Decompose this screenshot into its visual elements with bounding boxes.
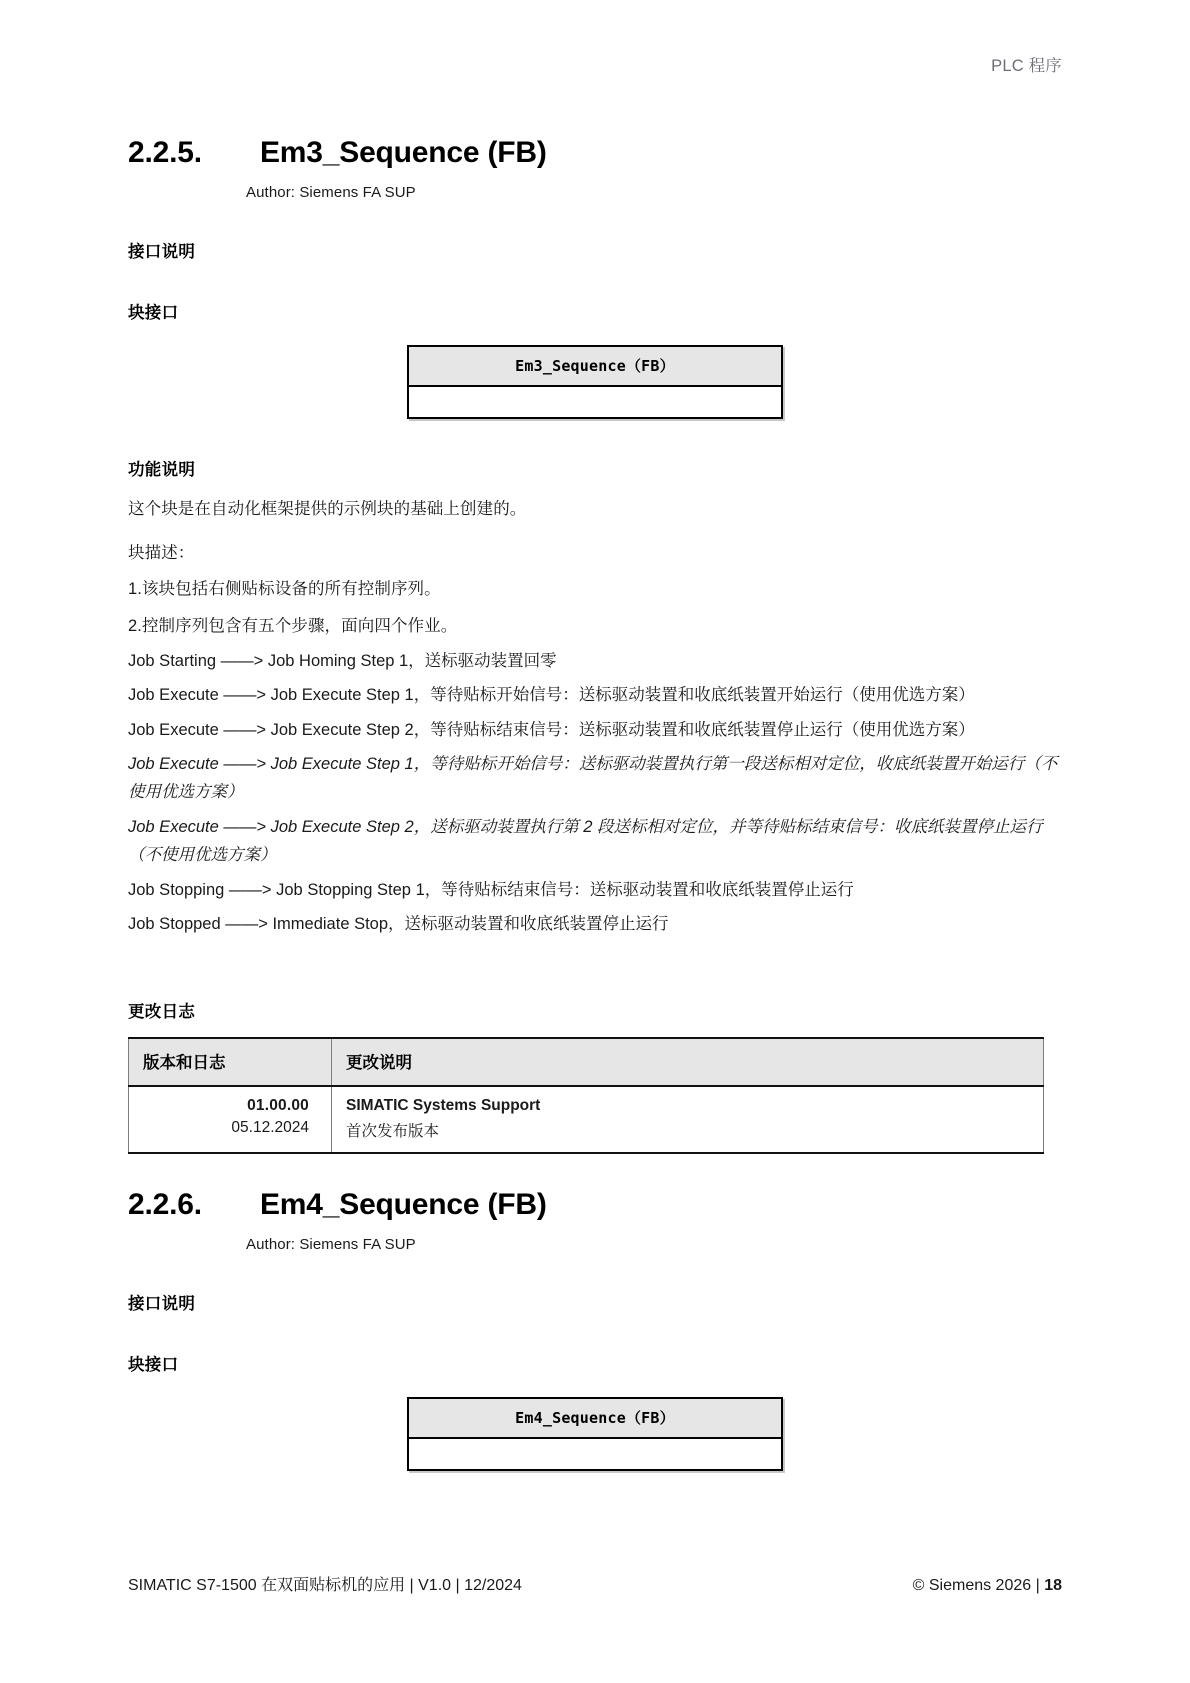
block-box-body <box>409 387 781 417</box>
section-title: Em3_Sequence (FB) <box>260 136 547 169</box>
section-number: 2.2.6. <box>128 1188 202 1222</box>
section-number: 2.2.5. <box>128 136 202 169</box>
description-label: 块描述： <box>128 543 195 562</box>
block-interface-heading: 块接口 <box>128 1356 179 1375</box>
section-title: Em4_Sequence (FB) <box>260 1188 547 1222</box>
block-box-title: Em4_Sequence（FB） <box>409 1399 781 1439</box>
footer-page-number: 18 <box>1044 1577 1062 1594</box>
table-header-row <box>129 1038 1044 1086</box>
changelog-heading: 更改日志 <box>128 1003 196 1022</box>
function-heading: 功能说明 <box>128 461 196 479</box>
block-interface-diagram <box>128 1397 1062 1471</box>
sequence-line: Job Execute ——> Job Execute Step 2，等待贴标结束信号：送标驱动装置和收底纸装置停止运行（使用优选方案） <box>128 720 975 739</box>
block-interface-heading: 块接口 <box>128 304 179 322</box>
interface-heading: 接口说明 <box>128 1295 196 1314</box>
footer-left: SIMATIC S7-1500 在双面贴标机的应用 | V1.0 | 12/2024 <box>128 1577 522 1594</box>
sequence-line: Job Execute ——> Job Execute Step 2，送标驱动装置执行第 2 段送标相对定位，并等待贴标结束信号：收底纸装置停止运行（不使用优选方案） <box>128 817 1043 865</box>
page-footer <box>128 1572 1062 1595</box>
block-box-body <box>409 1439 781 1469</box>
column-header-description: 更改说明 <box>332 1038 1044 1086</box>
sequence-line: Job Stopped ——> Immediate Stop，送标驱动装置和收底纸装置停止运行 <box>128 914 669 933</box>
section-author: Author: Siemens FA SUP <box>246 184 416 201</box>
version-number: 01.00.00 <box>247 1097 309 1115</box>
running-header: PLC 程序 <box>991 57 1062 75</box>
block-box <box>407 1397 783 1471</box>
sequence-line: Job Starting ——> Job Homing Step 1，送标驱动装置回零 <box>128 651 557 670</box>
description-item: 1.该块包括右侧贴标设备的所有控制序列。 <box>128 580 441 599</box>
interface-heading: 接口说明 <box>128 243 196 261</box>
page-content <box>128 136 1062 1471</box>
section-heading <box>128 1188 1062 1222</box>
section-author: Author: Siemens FA SUP <box>246 1236 416 1254</box>
table-row <box>129 1086 1044 1153</box>
block-box <box>407 345 783 419</box>
change-subtitle: 首次发布版本 <box>346 1123 440 1141</box>
cell-description <box>332 1086 1044 1153</box>
spacer <box>128 938 1062 998</box>
description-item: 2.控制序列包含有五个步骤，面向四个作业。 <box>128 617 458 636</box>
section-heading <box>128 136 1062 170</box>
footer-copyright: © Siemens 2026 | <box>912 1577 1045 1594</box>
cell-version <box>129 1086 332 1153</box>
sequence-line: Job Execute ——> Job Execute Step 1，等待贴标开始信号：送标驱动装置执行第一段送标相对定位，收底纸装置开始运行（不使用优选方案） <box>128 755 1058 802</box>
footer-right <box>913 1577 1062 1595</box>
version-date: 05.12.2024 <box>231 1119 309 1137</box>
sequence-line: Job Execute ——> Job Execute Step 1，等待贴标开始信号：送标驱动装置和收底纸装置开始运行（使用优选方案） <box>128 686 975 705</box>
changelog-table <box>128 1037 1044 1154</box>
block-box-title: Em3_Sequence（FB） <box>409 347 781 387</box>
column-header-version: 版本和日志 <box>129 1038 332 1086</box>
function-intro: 这个块是在自动化框架提供的示例块的基础上创建的。 <box>128 500 527 518</box>
block-interface-diagram <box>128 345 1062 419</box>
section-em3-sequence <box>128 136 1062 1154</box>
section-em4-sequence <box>128 1188 1062 1471</box>
sequence-line: Job Stopping ——> Job Stopping Step 1，等待贴标结束信号：送标驱动装置和收底纸装置停止运行 <box>128 880 854 899</box>
change-title: SIMATIC Systems Support <box>346 1097 541 1115</box>
